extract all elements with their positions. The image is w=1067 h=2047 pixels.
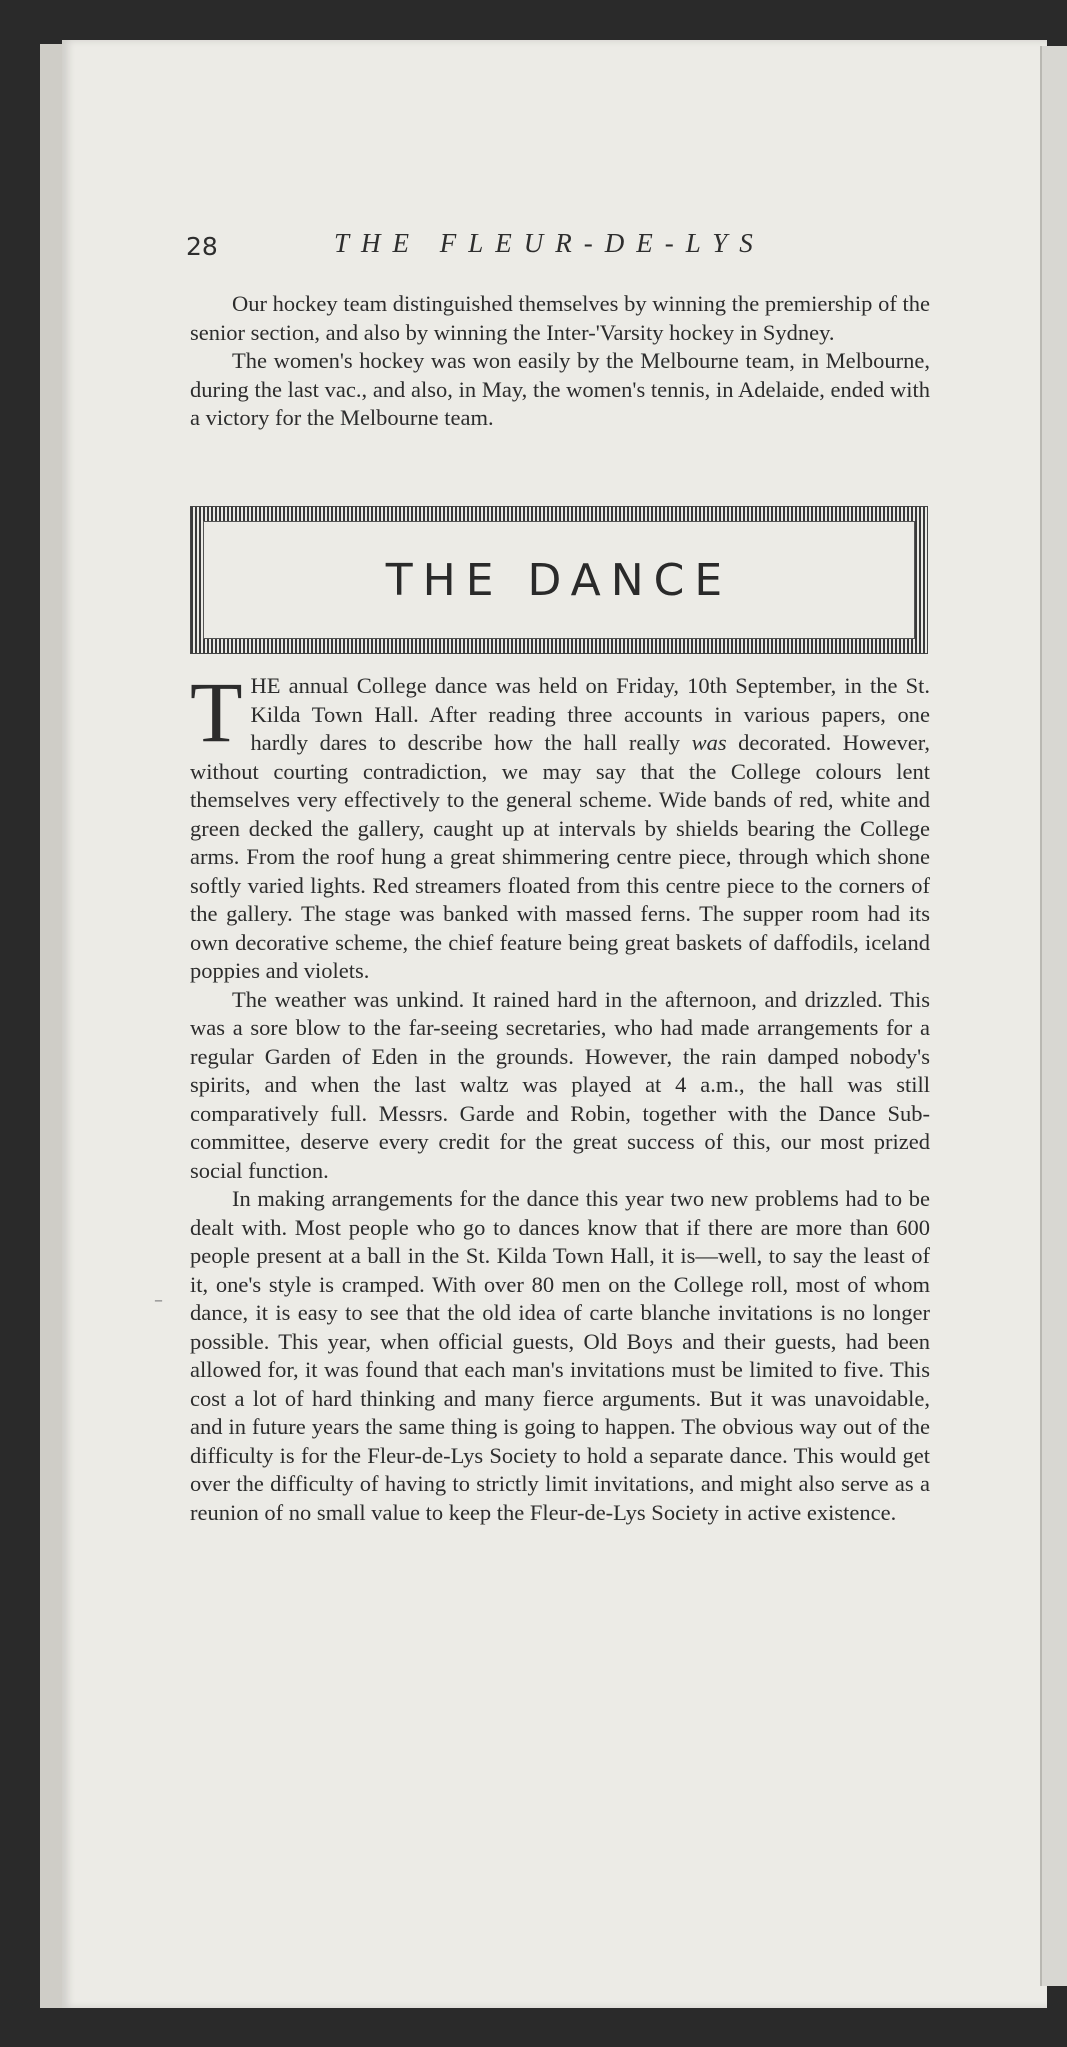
- next-page-edge: [1040, 46, 1067, 1986]
- paragraph: [190, 664, 930, 986]
- paragraph-text: HE annual College dance was held on Friday, 10th September, in the St. Kilda Town Hall. After reading three accounts in various papers, one hardly dares to describe how the hall really: [250, 673, 930, 755]
- page-header: [186, 228, 806, 268]
- intro-text: [190, 290, 930, 433]
- dance-article: [190, 664, 930, 1527]
- page-number: 28: [186, 232, 218, 261]
- binding-fold: [40, 44, 62, 2008]
- emphasis-text: was: [691, 730, 727, 755]
- margin-mark: –: [154, 1290, 163, 1311]
- drop-cap: T: [190, 664, 243, 760]
- paragraph-text: decorated. However, without courting contradiction, we may say that the College colours lent themselves very effectively to the general scheme. Wide bands of red, white and green decked the gallery, caught up at intervals by shields bearing the College arms. From the roof hung a great shimmering centre piece, through which shone softly varied lights. Red streamers floated from this centre piece to the corners of the gallery. The stage was banked with massed ferns. The supper room had its own decorative scheme, the chief feature being great baskets of daffodils, iceland poppies and violets.: [190, 730, 930, 983]
- section-title-inner: [203, 521, 915, 639]
- section-title-frame: [190, 506, 928, 654]
- paragraph: The women's hockey was won easily by the Melbourne team, in Melbourne, during the last vac., and also, in May, the women's tennis, in Adelaide, ended with a victory for the Melbourne team.: [190, 348, 930, 430]
- running-title: THE FLEUR-DE-LYS: [334, 228, 765, 258]
- section-title: THE DANCE: [385, 554, 733, 606]
- paragraph: The weather was unkind. It rained hard in the afternoon, and drizzled. This was a sore blow to the far-seeing secretaries, who had made arrangements for a regular Garden of Eden in the grounds. However, the rain damped nobody's spirits, and when the last waltz was played at 4 a.m., the hall was still comparatively full. Messrs. Garde and Robin, together with the Dance Sub-committee, deserve every credit for the great success of this, our most prized social function.: [190, 986, 930, 1183]
- paragraph: Our hockey team distinguished themselves by winning the premiership of the senior section, and also by winning the Inter-'Varsity hockey in Sydney.: [190, 291, 930, 345]
- paragraph: In making arrangements for the dance this year two new problems had to be dealt with. Most people who go to dances know that if there are more than 600 people present at a ball in the St. Kilda Town Hall, it is—well, to say the least of it, one's style is cramped. With over 80 men on the College roll, most of whom dance, it is easy to see that the old idea of carte blanche invitations is no longer possible. This year, when official guests, Old Boys and their guests, had been allowed for, it was found that each man's invitations must be limited to five. This cost a lot of hard thinking and many fierce arguments. But it was unavoidable, and in future years the same thing is going to happen. The obvious way out of the difficulty is for the Fleur-de-Lys Society to hold a separate dance. This would get over the difficulty of having to strictly limit invitations, and might also serve as a reunion of no small value to keep the Fleur-de-Lys Society in active existence.: [190, 1186, 930, 1525]
